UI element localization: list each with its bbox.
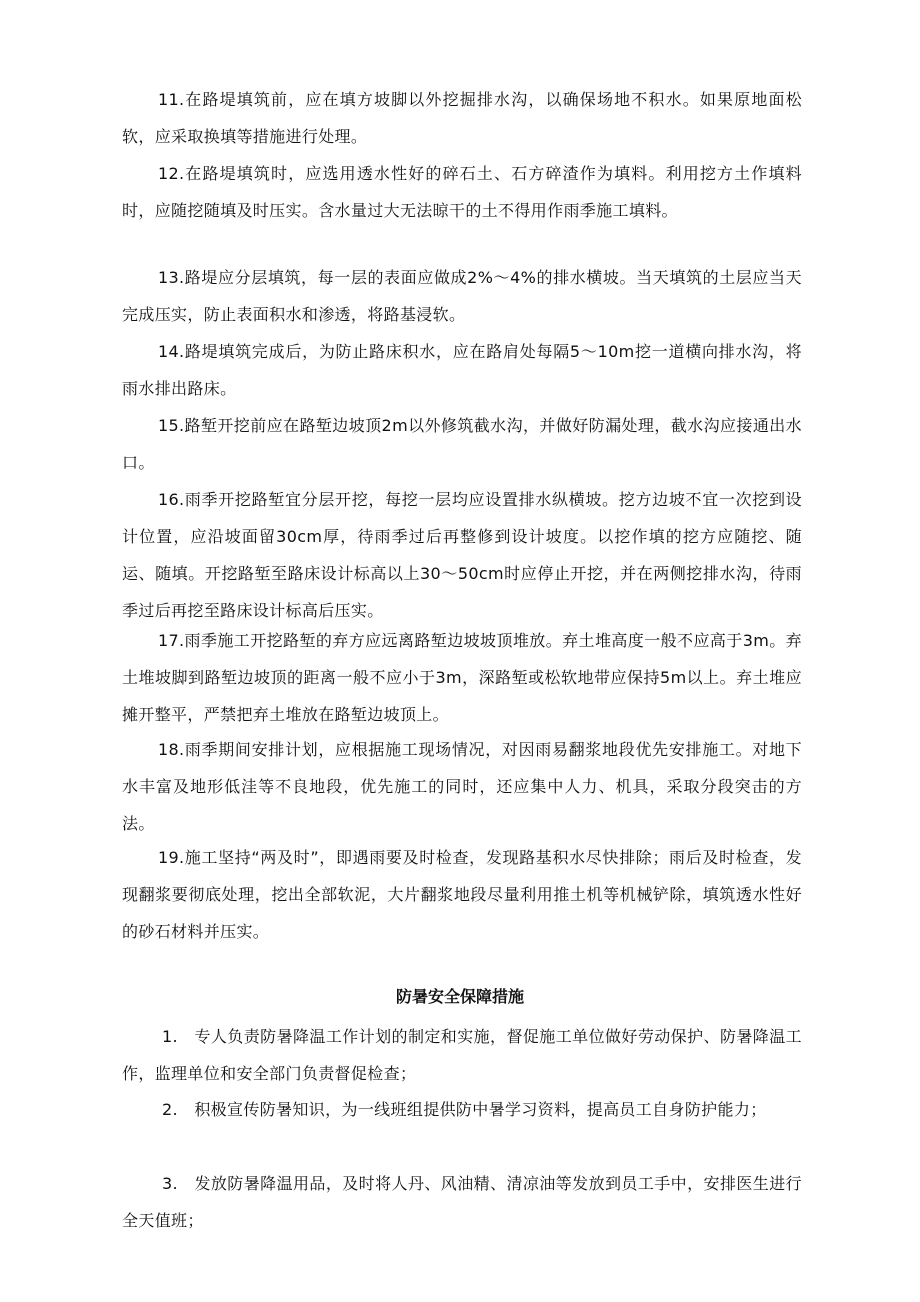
paragraph-item-13: 13.路堤应分层填筑，每一层的表面应做成2%～4%的排水横坡。当天填筑的土层应当天完成压实，防止表面积水和渗透，将路基浸软。 bbox=[122, 268, 802, 324]
section-heading-heat-safety: 防暑安全保障措施 bbox=[395, 987, 524, 1006]
paragraph-item-12: 12.在路堤填筑时，应选用透水性好的碎石土、石方碎渣作为填料。利用挖方土作填料时，应随挖随填及时压实。含水量过大无法晾干的土不得用作雨季施工填料。 bbox=[122, 164, 802, 220]
paragraph-heat-item-2: 2. 积极宣传防暑知识，为一线班组提供防中暑学习资料，提高员工自身防护能力； bbox=[162, 1100, 767, 1119]
paragraph-item-16: 16.雨季开挖路堑宜分层开挖，每挖一层均应设置排水纵横坡。挖方边坡不宜一次挖到设计位置，应沿坡面留30cm厚，待雨季过后再整修到设计坡度。以挖作填的挖方应随挖、随运、随填。开挖路堑至路床设计标高以上30～50cm时应停止开挖，并在两侧挖排水沟，待雨季过后再挖至路床设计标高后压实。 bbox=[122, 490, 802, 620]
paragraph-heat-item-1: 1. 专人负责防暑降温工作计划的制定和实施，督促施工单位做好劳动保护、防暑降温工作，监理单位和安全部门负责督促检查； bbox=[122, 1027, 802, 1083]
paragraph-item-17: 17.雨季施工开挖路堑的弃方应远离路堑边坡坡顶堆放。弃土堆高度一般不应高于3m。弃土堆坡脚到路堑边坡顶的距离一般不应小于3m，深路堑或松软地带应保持5m以上。弃土堆应摊开整平，严禁把弃土堆放在路堑边坡顶上。 bbox=[122, 631, 802, 724]
paragraph-item-11: 11.在路堤填筑前，应在填方坡脚以外挖掘排水沟，以确保场地不积水。如果原地面松软，应采取换填等措施进行处理。 bbox=[122, 90, 802, 146]
paragraph-item-14: 14.路堤填筑完成后，为防止路床积水，应在路肩处每隔5～10m挖一道横向排水沟，将雨水排出路床。 bbox=[122, 342, 802, 398]
paragraph-item-19: 19.施工坚持“两及时”，即遇雨要及时检查，发现路基积水尽快排除；雨后及时检查，发现翻浆要彻底处理，挖出全部软泥，大片翻浆地段尽量利用推土机等机械铲除，填筑透水性好的砂石材料并压实。 bbox=[122, 848, 802, 941]
paragraph-heat-item-3: 3. 发放防暑降温用品，及时将人丹、风油精、清凉油等发放到员工手中，安排医生进行全天值班； bbox=[122, 1174, 802, 1230]
paragraph-item-18: 18.雨季期间安排计划，应根据施工现场情况，对因雨易翻浆地段优先安排施工。对地下水丰富及地形低洼等不良地段，优先施工的同时，还应集中人力、机具，采取分段突击的方法。 bbox=[122, 740, 802, 833]
paragraph-item-15: 15.路堑开挖前应在路堑边坡顶2m以外修筑截水沟，并做好防漏处理，截水沟应接通出水口。 bbox=[122, 416, 802, 472]
